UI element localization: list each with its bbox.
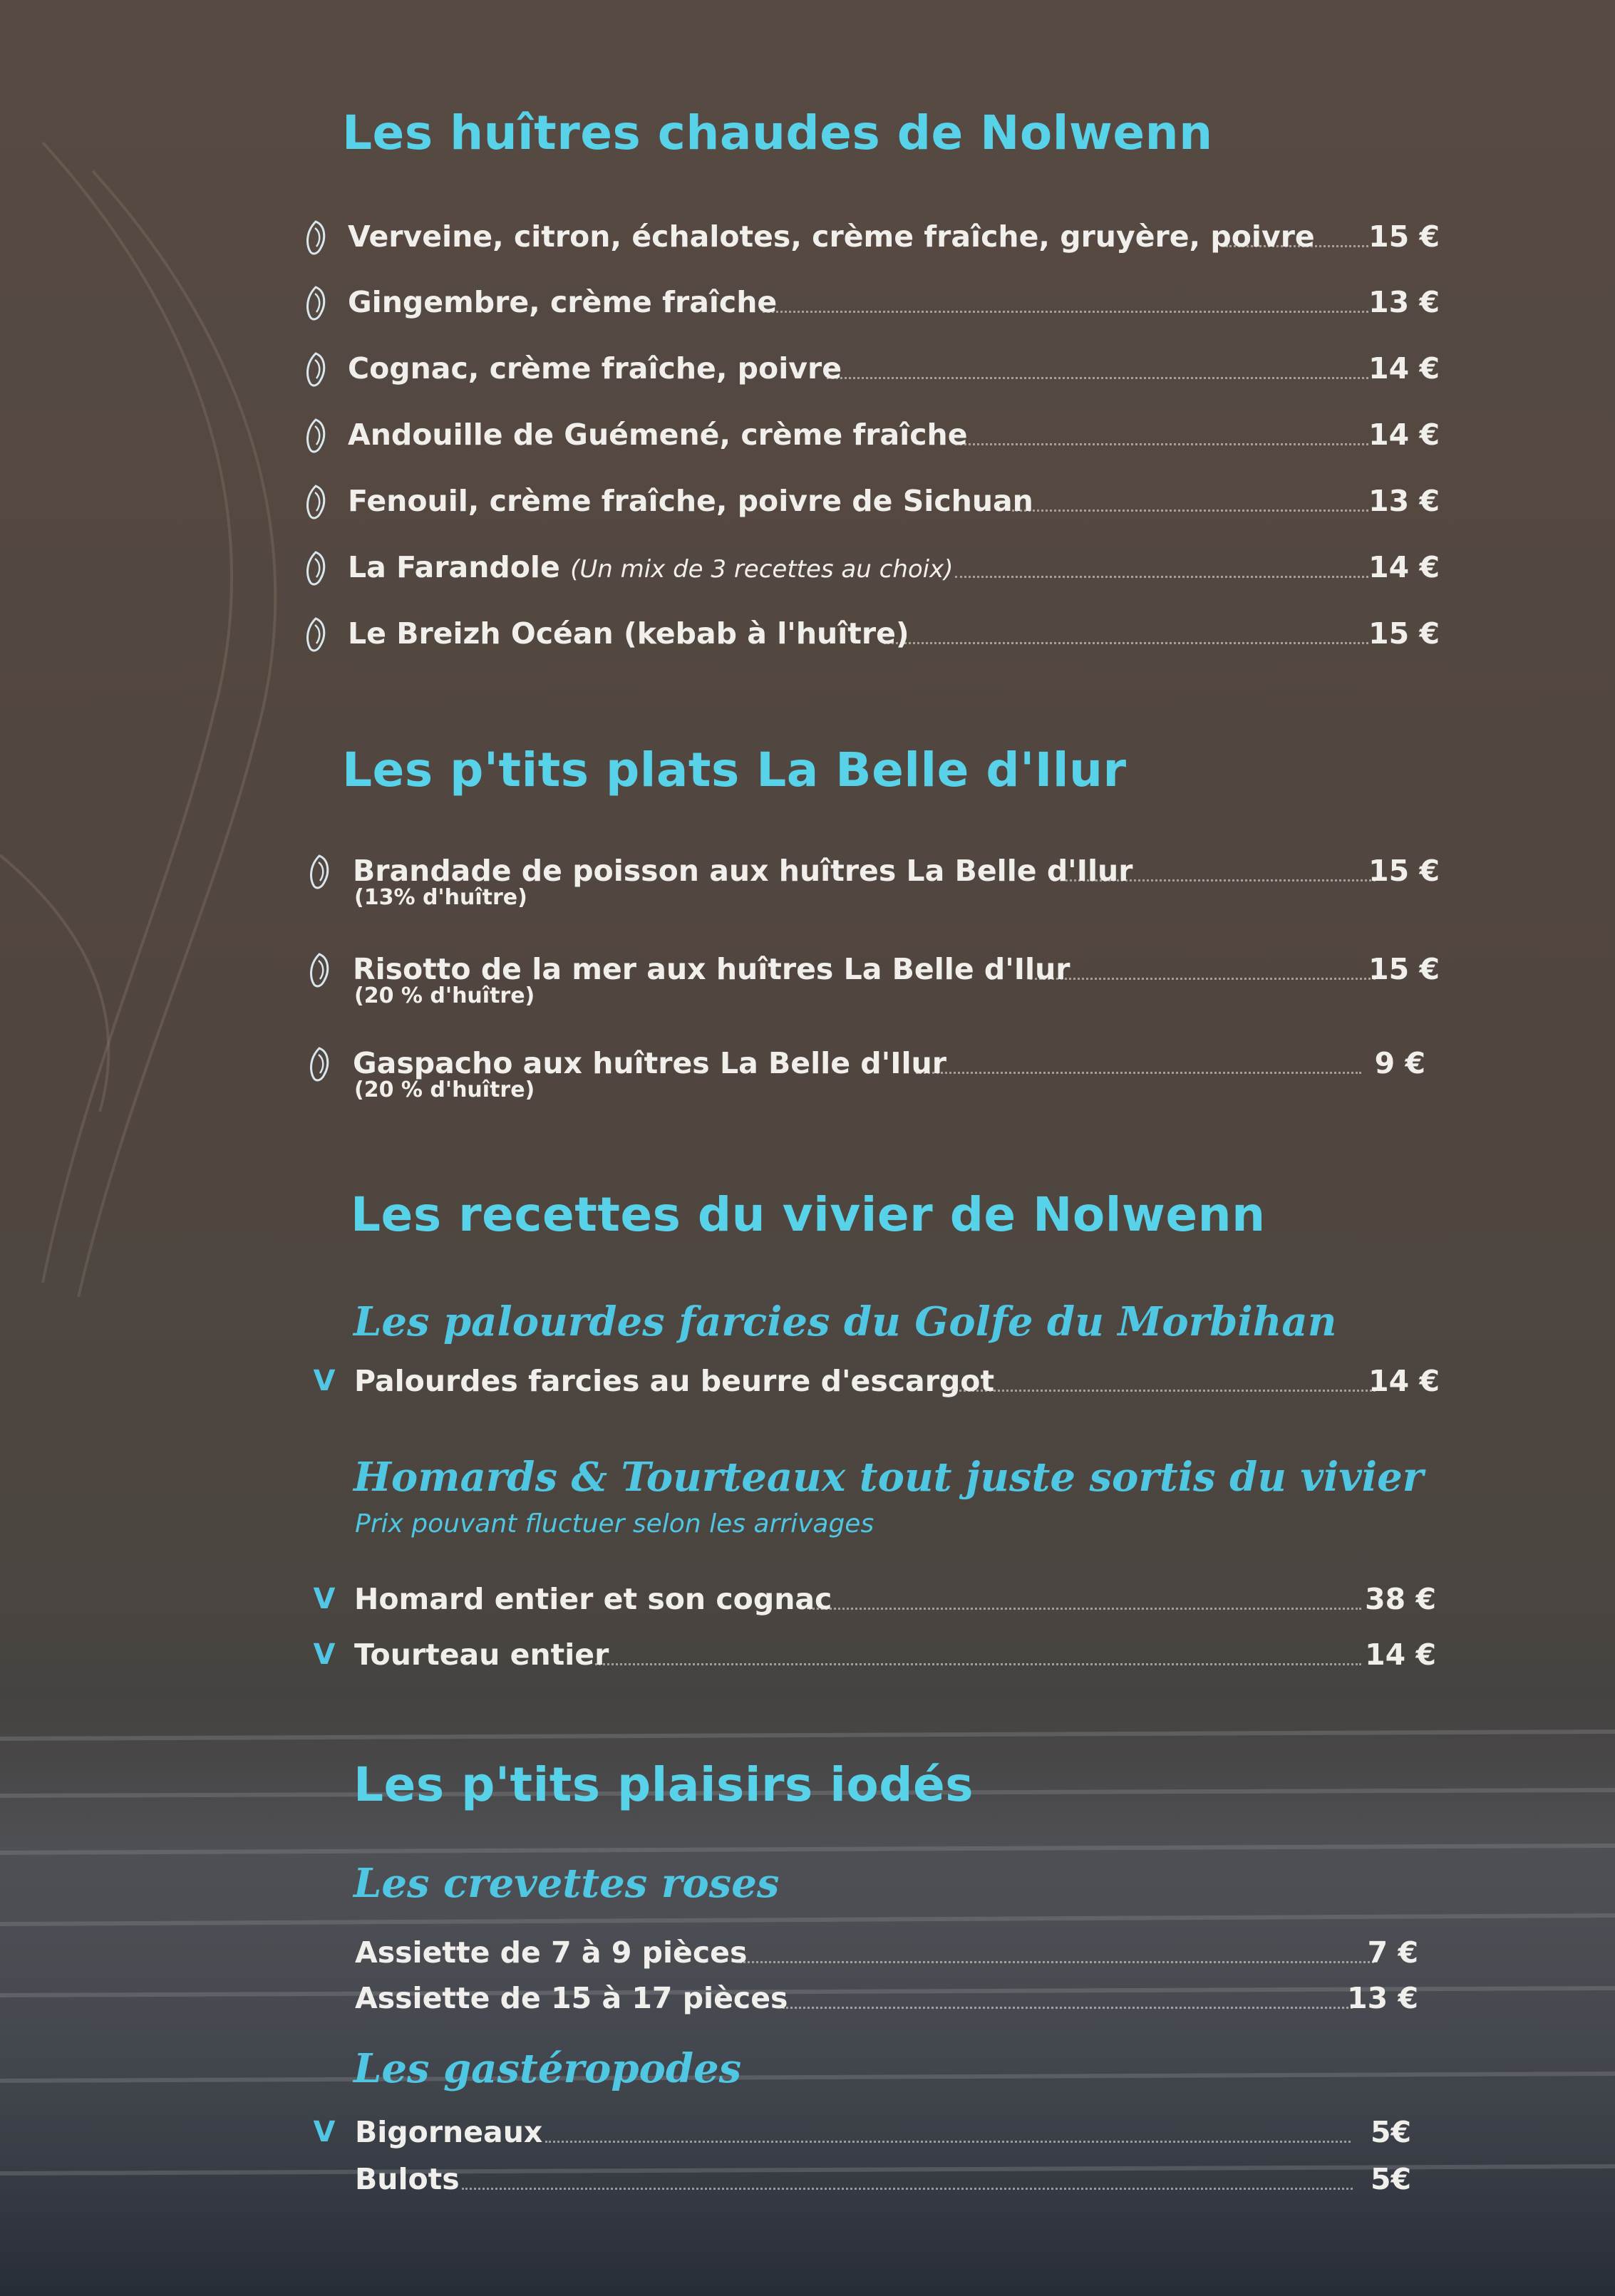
section-title-vivier: Les recettes du vivier de Nolwenn — [351, 1187, 1266, 1242]
item-name: Le Breizh Océan (kebab à l'huître) — [348, 616, 909, 651]
item-price: 14 € — [1368, 418, 1440, 452]
item-name: Verveine, citron, échalotes, crème fraîche, gruyère, poivre — [348, 219, 1315, 254]
item-price: 5€ — [1370, 2115, 1411, 2149]
item-name: Gaspacho aux huîtres La Belle d'Ilur — [353, 1046, 946, 1080]
dotted-leader — [1030, 978, 1376, 980]
item-price: 13 € — [1347, 1981, 1418, 2015]
item-price: 15 € — [1368, 219, 1440, 254]
dotted-leader — [955, 443, 1368, 445]
oyster-icon — [303, 949, 336, 993]
menu-item — [310, 2112, 1411, 2152]
item-name: Bigorneaux — [355, 2115, 543, 2149]
dotted-leader — [951, 1390, 1376, 1392]
item-name: Bulots — [355, 2162, 460, 2196]
dotted-leader — [462, 2188, 1353, 2190]
dotted-leader — [916, 1072, 1361, 1074]
item-name-text: La Farandole — [348, 550, 560, 584]
section-title-pleasures: Les p'tits plaisirs iodés — [354, 1757, 974, 1812]
item-price: 9 € — [1374, 1046, 1425, 1080]
menu-item — [355, 2159, 1411, 2199]
v-mark-icon: V — [313, 1638, 336, 1671]
subsection-title-gastropods: Les gastéropodes — [354, 2045, 742, 2092]
item-price: 13 € — [1368, 484, 1440, 518]
dotted-leader — [955, 576, 1368, 578]
item-name: Risotto de la mer aux huîtres La Belle d'Ilur — [353, 952, 1070, 986]
oyster-icon — [299, 481, 332, 525]
dotted-leader — [1066, 879, 1376, 881]
oyster-icon — [303, 1043, 336, 1087]
oyster-icon — [299, 217, 332, 261]
price-disclaimer: Prix pouvant fluctuer selon les arrivages — [355, 1509, 874, 1539]
item-name — [348, 547, 954, 589]
oyster-icon — [299, 547, 332, 591]
item-name: Tourteau entier — [354, 1638, 609, 1672]
item-name: Brandade de poisson aux huîtres La Belle d'Ilur — [353, 854, 1133, 888]
subsection-title-clams: Les palourdes farcies du Golfe du Morbihan — [354, 1298, 1337, 1345]
item-name: Assiette de 15 à 17 pièces — [355, 1981, 788, 2015]
menu-item — [355, 1978, 1418, 2018]
item-subnote: (13% d'huître) — [354, 885, 527, 910]
oyster-icon — [303, 851, 336, 895]
menu-item — [303, 949, 1440, 1020]
menu-item — [299, 547, 1440, 587]
dotted-leader — [1012, 510, 1368, 512]
menu-item — [299, 282, 1440, 322]
item-name: Fenouil, crème fraîche, poivre de Sichuan — [348, 484, 1033, 518]
item-name: Homard entier et son cognac — [354, 1582, 832, 1616]
oyster-icon — [299, 282, 332, 326]
item-name: Andouille de Guémené, crème fraîche — [348, 418, 968, 452]
menu-item — [303, 1043, 1425, 1115]
dotted-leader — [740, 1961, 1374, 1963]
dotted-leader — [809, 1608, 1361, 1610]
menu-item — [310, 1579, 1436, 1619]
v-mark-icon: V — [313, 1583, 336, 1615]
v-mark-icon: V — [313, 1365, 336, 1397]
menu-item — [299, 481, 1440, 521]
item-price: 13 € — [1368, 285, 1440, 319]
dotted-leader — [783, 2007, 1353, 2009]
menu-item — [310, 1635, 1436, 1675]
item-name: Gingembre, crème fraîche — [348, 285, 778, 319]
menu-item — [299, 348, 1440, 388]
item-subnote: (20 % d'huître) — [354, 1077, 535, 1102]
menu-item — [303, 851, 1440, 922]
dotted-leader — [884, 642, 1368, 644]
menu-item — [355, 1933, 1418, 1972]
item-name: Assiette de 7 à 9 pièces — [355, 1935, 748, 1970]
item-name: Cognac, crème fraîche, poivre — [348, 351, 842, 386]
item-price: 14 € — [1368, 351, 1440, 386]
v-mark-icon: V — [313, 2116, 336, 2148]
oyster-icon — [299, 415, 332, 459]
dotted-leader — [827, 377, 1368, 379]
item-price: 15 € — [1368, 854, 1440, 888]
dotted-leader — [763, 311, 1368, 313]
dotted-leader — [1226, 245, 1368, 247]
oyster-icon — [299, 614, 332, 658]
item-price: 38 € — [1365, 1582, 1436, 1616]
dotted-leader — [545, 2141, 1351, 2143]
item-price: 14 € — [1368, 1364, 1440, 1398]
item-price: 14 € — [1368, 550, 1440, 584]
item-price: 15 € — [1368, 952, 1440, 986]
subsection-title-lobsters: Homards & Tourteaux tout juste sortis du vivier — [354, 1454, 1424, 1501]
subsection-title-shrimps: Les crevettes roses — [354, 1860, 780, 1907]
section-title-small-plates: Les p'tits plats La Belle d'Ilur — [342, 743, 1127, 797]
item-price: 14 € — [1365, 1638, 1436, 1672]
item-price: 5€ — [1370, 2162, 1411, 2196]
item-name: Palourdes farcies au beurre d'escargot — [354, 1364, 995, 1398]
menu-item — [310, 1361, 1440, 1401]
item-note: (Un mix de 3 recettes au choix) — [570, 555, 954, 584]
menu-item — [299, 217, 1440, 257]
menu-item — [299, 614, 1440, 653]
menu-item — [299, 415, 1440, 455]
item-subnote: (20 % d'huître) — [354, 983, 535, 1008]
section-title-hot-oysters: Les huîtres chaudes de Nolwenn — [342, 105, 1213, 160]
item-price: 7 € — [1367, 1935, 1418, 1970]
oyster-icon — [299, 348, 332, 393]
item-price: 15 € — [1368, 616, 1440, 651]
dotted-leader — [595, 1663, 1361, 1665]
